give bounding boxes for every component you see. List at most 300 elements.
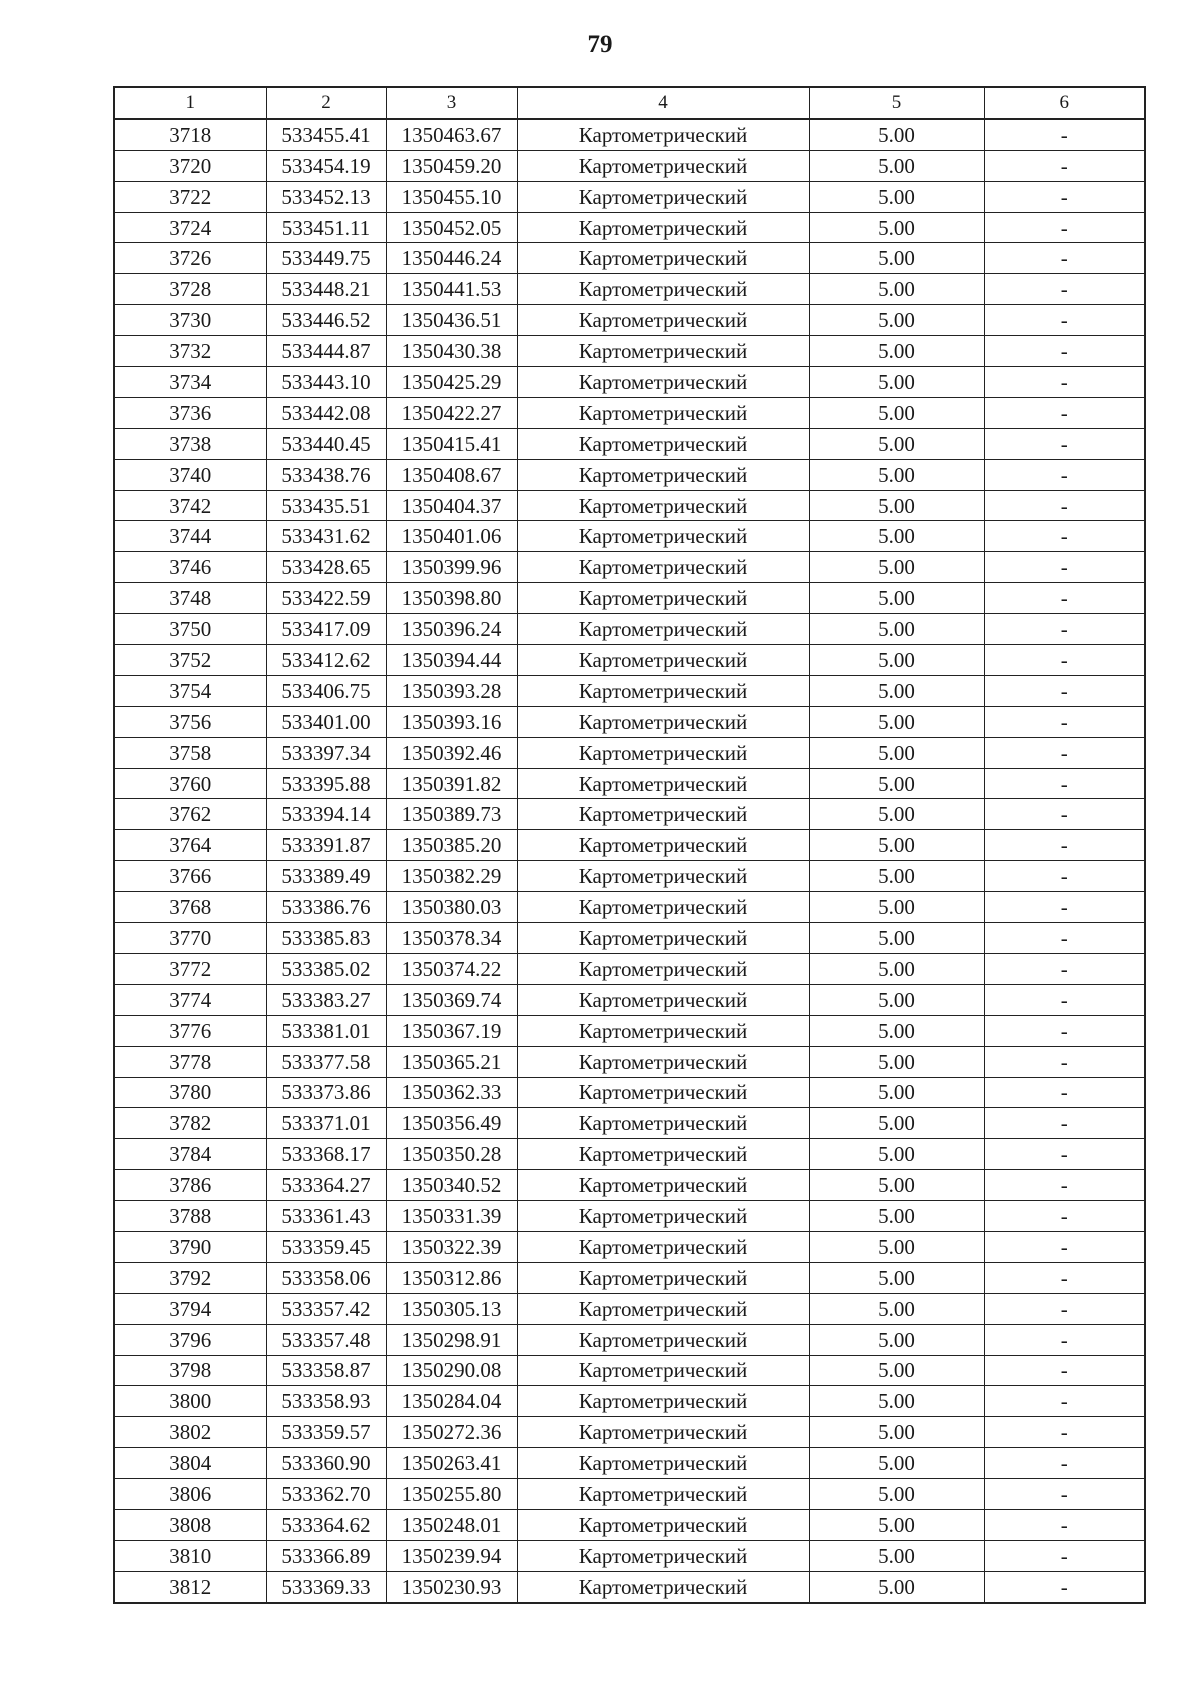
cell-point-number: 3776: [114, 1015, 266, 1046]
cell-coord-x: 533451.11: [266, 212, 386, 243]
cell-coord-y: 1350430.38: [386, 336, 517, 367]
cell-accuracy: 5.00: [809, 1355, 984, 1386]
cell-coord-x: 533401.00: [266, 706, 386, 737]
coordinates-table: [113, 86, 1146, 1604]
cell-method: Картометрический: [517, 1108, 809, 1139]
cell-coord-y: 1350452.05: [386, 212, 517, 243]
cell-accuracy: 5.00: [809, 1046, 984, 1077]
cell-coord-x: 533361.43: [266, 1201, 386, 1232]
cell-method: Картометрический: [517, 1262, 809, 1293]
cell-coord-y: 1350369.74: [386, 984, 517, 1015]
cell-coord-y: 1350298.91: [386, 1324, 517, 1355]
table-row: [114, 1571, 1145, 1602]
table-row: [114, 274, 1145, 305]
cell-description: -: [984, 1170, 1145, 1201]
cell-accuracy: 5.00: [809, 490, 984, 521]
cell-method: Картометрический: [517, 212, 809, 243]
cell-method: Картометрический: [517, 336, 809, 367]
cell-description: -: [984, 459, 1145, 490]
cell-coord-x: 533366.89: [266, 1540, 386, 1571]
cell-coord-y: 1350393.16: [386, 706, 517, 737]
cell-accuracy: 5.00: [809, 428, 984, 459]
table-row: [114, 459, 1145, 490]
cell-accuracy: 5.00: [809, 984, 984, 1015]
cell-method: Картометрический: [517, 1293, 809, 1324]
cell-accuracy: 5.00: [809, 1417, 984, 1448]
cell-coord-y: 1350331.39: [386, 1201, 517, 1232]
cell-coord-x: 533442.08: [266, 397, 386, 428]
cell-method: Картометрический: [517, 799, 809, 830]
cell-method: Картометрический: [517, 552, 809, 583]
cell-point-number: 3734: [114, 367, 266, 398]
cell-accuracy: 5.00: [809, 1571, 984, 1602]
cell-method: Картометрический: [517, 150, 809, 181]
cell-coord-x: 533443.10: [266, 367, 386, 398]
cell-point-number: 3760: [114, 768, 266, 799]
cell-method: Картометрический: [517, 274, 809, 305]
cell-method: Картометрический: [517, 706, 809, 737]
cell-coord-y: 1350284.04: [386, 1386, 517, 1417]
cell-accuracy: 5.00: [809, 830, 984, 861]
cell-method: Картометрический: [517, 953, 809, 984]
cell-coord-y: 1350394.44: [386, 645, 517, 676]
header-col-3: 3: [386, 87, 517, 119]
cell-coord-x: 533449.75: [266, 243, 386, 274]
cell-accuracy: 5.00: [809, 243, 984, 274]
cell-method: Картометрический: [517, 1571, 809, 1602]
table-row: [114, 428, 1145, 459]
cell-coord-x: 533389.49: [266, 861, 386, 892]
cell-point-number: 3806: [114, 1479, 266, 1510]
cell-description: -: [984, 614, 1145, 645]
cell-point-number: 3766: [114, 861, 266, 892]
cell-coord-y: 1350404.37: [386, 490, 517, 521]
cell-coord-x: 533364.62: [266, 1509, 386, 1540]
cell-coord-y: 1350255.80: [386, 1479, 517, 1510]
cell-coord-y: 1350305.13: [386, 1293, 517, 1324]
cell-accuracy: 5.00: [809, 737, 984, 768]
cell-point-number: 3808: [114, 1509, 266, 1540]
header-col-6: 6: [984, 87, 1145, 119]
cell-coord-x: 533395.88: [266, 768, 386, 799]
cell-coord-x: 533444.87: [266, 336, 386, 367]
cell-description: -: [984, 645, 1145, 676]
cell-description: -: [984, 1355, 1145, 1386]
cell-description: -: [984, 984, 1145, 1015]
table-row: [114, 336, 1145, 367]
cell-coord-x: 533364.27: [266, 1170, 386, 1201]
cell-coord-x: 533371.01: [266, 1108, 386, 1139]
table-row: [114, 490, 1145, 521]
cell-point-number: 3798: [114, 1355, 266, 1386]
cell-point-number: 3726: [114, 243, 266, 274]
cell-accuracy: 5.00: [809, 274, 984, 305]
cell-coord-y: 1350422.27: [386, 397, 517, 428]
cell-method: Картометрический: [517, 1077, 809, 1108]
cell-point-number: 3720: [114, 150, 266, 181]
cell-coord-x: 533369.33: [266, 1571, 386, 1602]
cell-accuracy: 5.00: [809, 397, 984, 428]
cell-point-number: 3778: [114, 1046, 266, 1077]
table-row: [114, 305, 1145, 336]
cell-method: Картометрический: [517, 1355, 809, 1386]
cell-coord-x: 533431.62: [266, 521, 386, 552]
cell-description: -: [984, 861, 1145, 892]
cell-method: Картометрический: [517, 1015, 809, 1046]
cell-point-number: 3792: [114, 1262, 266, 1293]
cell-coord-x: 533428.65: [266, 552, 386, 583]
cell-point-number: 3722: [114, 181, 266, 212]
cell-point-number: 3772: [114, 953, 266, 984]
cell-description: -: [984, 1509, 1145, 1540]
cell-point-number: 3742: [114, 490, 266, 521]
cell-point-number: 3788: [114, 1201, 266, 1232]
cell-method: Картометрический: [517, 861, 809, 892]
cell-coord-x: 533446.52: [266, 305, 386, 336]
table-row: [114, 1170, 1145, 1201]
cell-description: -: [984, 1108, 1145, 1139]
cell-point-number: 3774: [114, 984, 266, 1015]
table-row: [114, 367, 1145, 398]
cell-method: Картометрический: [517, 305, 809, 336]
cell-method: Картометрический: [517, 1231, 809, 1262]
table-row: [114, 1509, 1145, 1540]
cell-method: Картометрический: [517, 428, 809, 459]
cell-method: Картометрический: [517, 521, 809, 552]
cell-coord-x: 533359.45: [266, 1231, 386, 1262]
cell-point-number: 3812: [114, 1571, 266, 1602]
cell-description: -: [984, 799, 1145, 830]
cell-accuracy: 5.00: [809, 305, 984, 336]
table-row: [114, 1015, 1145, 1046]
cell-description: -: [984, 212, 1145, 243]
cell-accuracy: 5.00: [809, 367, 984, 398]
cell-point-number: 3718: [114, 119, 266, 150]
cell-accuracy: 5.00: [809, 552, 984, 583]
cell-coord-x: 533386.76: [266, 892, 386, 923]
cell-method: Картометрический: [517, 367, 809, 398]
cell-description: -: [984, 706, 1145, 737]
cell-point-number: 3800: [114, 1386, 266, 1417]
table-row: [114, 645, 1145, 676]
cell-description: -: [984, 830, 1145, 861]
table-row: [114, 243, 1145, 274]
cell-accuracy: 5.00: [809, 675, 984, 706]
table-row: [114, 1386, 1145, 1417]
cell-coord-x: 533448.21: [266, 274, 386, 305]
cell-accuracy: 5.00: [809, 1170, 984, 1201]
cell-method: Картометрический: [517, 1324, 809, 1355]
cell-point-number: 3782: [114, 1108, 266, 1139]
cell-description: -: [984, 150, 1145, 181]
cell-coord-x: 533368.17: [266, 1139, 386, 1170]
cell-accuracy: 5.00: [809, 583, 984, 614]
cell-coord-x: 533362.70: [266, 1479, 386, 1510]
cell-point-number: 3802: [114, 1417, 266, 1448]
table-row: [114, 1540, 1145, 1571]
cell-coord-y: 1350248.01: [386, 1509, 517, 1540]
cell-method: Картометрический: [517, 243, 809, 274]
cell-method: Картометрический: [517, 1509, 809, 1540]
cell-accuracy: 5.00: [809, 1231, 984, 1262]
cell-point-number: 3724: [114, 212, 266, 243]
cell-method: Картометрический: [517, 1448, 809, 1479]
cell-method: Картометрический: [517, 1046, 809, 1077]
table-row: [114, 614, 1145, 645]
table-row: [114, 1448, 1145, 1479]
cell-coord-y: 1350374.22: [386, 953, 517, 984]
cell-description: -: [984, 1077, 1145, 1108]
table-row: [114, 119, 1145, 150]
cell-description: -: [984, 675, 1145, 706]
cell-method: Картометрический: [517, 1479, 809, 1510]
cell-coord-y: 1350263.41: [386, 1448, 517, 1479]
cell-coord-x: 533360.90: [266, 1448, 386, 1479]
cell-coord-y: 1350239.94: [386, 1540, 517, 1571]
cell-method: Картометрический: [517, 1170, 809, 1201]
cell-point-number: 3746: [114, 552, 266, 583]
table-row: [114, 1108, 1145, 1139]
cell-point-number: 3738: [114, 428, 266, 459]
cell-coord-y: 1350463.67: [386, 119, 517, 150]
cell-description: -: [984, 1139, 1145, 1170]
cell-coord-x: 533440.45: [266, 428, 386, 459]
cell-point-number: 3748: [114, 583, 266, 614]
table-row: [114, 737, 1145, 768]
table-row: [114, 830, 1145, 861]
cell-description: -: [984, 1262, 1145, 1293]
cell-coord-x: 533359.57: [266, 1417, 386, 1448]
cell-method: Картометрический: [517, 768, 809, 799]
cell-coord-x: 533394.14: [266, 799, 386, 830]
cell-accuracy: 5.00: [809, 861, 984, 892]
cell-point-number: 3790: [114, 1231, 266, 1262]
cell-coord-y: 1350312.86: [386, 1262, 517, 1293]
cell-accuracy: 5.00: [809, 799, 984, 830]
cell-accuracy: 5.00: [809, 459, 984, 490]
cell-coord-x: 533452.13: [266, 181, 386, 212]
cell-coord-y: 1350362.33: [386, 1077, 517, 1108]
cell-description: -: [984, 521, 1145, 552]
cell-coord-x: 533417.09: [266, 614, 386, 645]
cell-description: -: [984, 181, 1145, 212]
cell-coord-y: 1350389.73: [386, 799, 517, 830]
cell-description: -: [984, 367, 1145, 398]
cell-coord-y: 1350441.53: [386, 274, 517, 305]
cell-method: Картометрический: [517, 459, 809, 490]
cell-description: -: [984, 768, 1145, 799]
cell-description: -: [984, 583, 1145, 614]
cell-description: -: [984, 1293, 1145, 1324]
table-row: [114, 181, 1145, 212]
cell-description: -: [984, 336, 1145, 367]
cell-coord-x: 533391.87: [266, 830, 386, 861]
cell-accuracy: 5.00: [809, 768, 984, 799]
cell-accuracy: 5.00: [809, 212, 984, 243]
cell-method: Картометрический: [517, 1139, 809, 1170]
cell-accuracy: 5.00: [809, 706, 984, 737]
cell-description: -: [984, 305, 1145, 336]
cell-method: Картометрический: [517, 397, 809, 428]
cell-method: Картометрический: [517, 1201, 809, 1232]
cell-accuracy: 5.00: [809, 923, 984, 954]
cell-coord-y: 1350393.28: [386, 675, 517, 706]
cell-accuracy: 5.00: [809, 1448, 984, 1479]
cell-method: Картометрический: [517, 1386, 809, 1417]
cell-description: -: [984, 274, 1145, 305]
cell-accuracy: 5.00: [809, 953, 984, 984]
header-col-4: 4: [517, 87, 809, 119]
cell-accuracy: 5.00: [809, 1540, 984, 1571]
cell-accuracy: 5.00: [809, 521, 984, 552]
table-row: [114, 1201, 1145, 1232]
cell-accuracy: 5.00: [809, 119, 984, 150]
cell-description: -: [984, 1448, 1145, 1479]
table-row: [114, 892, 1145, 923]
cell-coord-y: 1350408.67: [386, 459, 517, 490]
table-row: [114, 706, 1145, 737]
cell-description: -: [984, 737, 1145, 768]
table-row: [114, 212, 1145, 243]
cell-coord-y: 1350399.96: [386, 552, 517, 583]
cell-point-number: 3796: [114, 1324, 266, 1355]
table-row: [114, 1293, 1145, 1324]
cell-point-number: 3794: [114, 1293, 266, 1324]
cell-point-number: 3762: [114, 799, 266, 830]
cell-coord-x: 533357.42: [266, 1293, 386, 1324]
cell-point-number: 3804: [114, 1448, 266, 1479]
cell-accuracy: 5.00: [809, 1386, 984, 1417]
cell-accuracy: 5.00: [809, 336, 984, 367]
cell-point-number: 3810: [114, 1540, 266, 1571]
cell-coord-y: 1350382.29: [386, 861, 517, 892]
cell-description: -: [984, 1231, 1145, 1262]
cell-coord-x: 533358.06: [266, 1262, 386, 1293]
cell-coord-y: 1350290.08: [386, 1355, 517, 1386]
cell-coord-y: 1350378.34: [386, 923, 517, 954]
cell-point-number: 3784: [114, 1139, 266, 1170]
cell-coord-x: 533412.62: [266, 645, 386, 676]
cell-coord-x: 533454.19: [266, 150, 386, 181]
cell-coord-y: 1350350.28: [386, 1139, 517, 1170]
cell-accuracy: 5.00: [809, 645, 984, 676]
cell-coord-x: 533406.75: [266, 675, 386, 706]
cell-accuracy: 5.00: [809, 614, 984, 645]
cell-coord-y: 1350322.39: [386, 1231, 517, 1262]
cell-point-number: 3780: [114, 1077, 266, 1108]
cell-point-number: 3732: [114, 336, 266, 367]
cell-coord-x: 533383.27: [266, 984, 386, 1015]
cell-description: -: [984, 1479, 1145, 1510]
cell-point-number: 3736: [114, 397, 266, 428]
table-row: [114, 861, 1145, 892]
table-row: [114, 583, 1145, 614]
cell-coord-x: 533377.58: [266, 1046, 386, 1077]
cell-coord-y: 1350340.52: [386, 1170, 517, 1201]
table-row: [114, 953, 1145, 984]
table-row: [114, 675, 1145, 706]
cell-point-number: 3786: [114, 1170, 266, 1201]
cell-coord-y: 1350436.51: [386, 305, 517, 336]
cell-description: -: [984, 490, 1145, 521]
cell-accuracy: 5.00: [809, 1108, 984, 1139]
cell-point-number: 3770: [114, 923, 266, 954]
table-row: [114, 923, 1145, 954]
table-row: [114, 984, 1145, 1015]
cell-coord-y: 1350398.80: [386, 583, 517, 614]
cell-coord-y: 1350392.46: [386, 737, 517, 768]
cell-coord-x: 533435.51: [266, 490, 386, 521]
cell-description: -: [984, 1386, 1145, 1417]
cell-point-number: 3750: [114, 614, 266, 645]
cell-point-number: 3764: [114, 830, 266, 861]
table-row: [114, 1355, 1145, 1386]
table-row: [114, 1324, 1145, 1355]
table-row: [114, 397, 1145, 428]
cell-point-number: 3754: [114, 675, 266, 706]
cell-description: -: [984, 953, 1145, 984]
cell-coord-x: 533455.41: [266, 119, 386, 150]
table-row: [114, 1077, 1145, 1108]
cell-description: -: [984, 119, 1145, 150]
table-row: [114, 1046, 1145, 1077]
cell-accuracy: 5.00: [809, 1324, 984, 1355]
cell-coord-y: 1350385.20: [386, 830, 517, 861]
cell-method: Картометрический: [517, 1540, 809, 1571]
cell-description: -: [984, 552, 1145, 583]
cell-coord-y: 1350272.36: [386, 1417, 517, 1448]
cell-method: Картометрический: [517, 830, 809, 861]
cell-point-number: 3728: [114, 274, 266, 305]
table-row: [114, 1231, 1145, 1262]
cell-point-number: 3756: [114, 706, 266, 737]
cell-accuracy: 5.00: [809, 181, 984, 212]
cell-description: -: [984, 1324, 1145, 1355]
cell-coord-y: 1350425.29: [386, 367, 517, 398]
cell-coord-y: 1350367.19: [386, 1015, 517, 1046]
cell-accuracy: 5.00: [809, 1293, 984, 1324]
cell-coord-x: 533357.48: [266, 1324, 386, 1355]
table-row: [114, 552, 1145, 583]
cell-description: -: [984, 923, 1145, 954]
cell-coord-x: 533381.01: [266, 1015, 386, 1046]
cell-coord-y: 1350415.41: [386, 428, 517, 459]
cell-method: Картометрический: [517, 1417, 809, 1448]
table-row: [114, 799, 1145, 830]
cell-description: -: [984, 397, 1145, 428]
cell-point-number: 3768: [114, 892, 266, 923]
cell-accuracy: 5.00: [809, 892, 984, 923]
cell-method: Картометрический: [517, 119, 809, 150]
cell-description: -: [984, 1417, 1145, 1448]
header-col-5: 5: [809, 87, 984, 119]
cell-coord-y: 1350455.10: [386, 181, 517, 212]
cell-method: Картометрический: [517, 645, 809, 676]
cell-method: Картометрический: [517, 675, 809, 706]
cell-point-number: 3752: [114, 645, 266, 676]
cell-coord-x: 533358.87: [266, 1355, 386, 1386]
table-body: [114, 119, 1145, 1603]
cell-method: Картометрический: [517, 181, 809, 212]
cell-method: Картометрический: [517, 614, 809, 645]
table-row: [114, 1262, 1145, 1293]
cell-description: -: [984, 892, 1145, 923]
cell-coord-x: 533397.34: [266, 737, 386, 768]
cell-accuracy: 5.00: [809, 1509, 984, 1540]
cell-coord-y: 1350459.20: [386, 150, 517, 181]
header-col-1: 1: [114, 87, 266, 119]
cell-accuracy: 5.00: [809, 1077, 984, 1108]
